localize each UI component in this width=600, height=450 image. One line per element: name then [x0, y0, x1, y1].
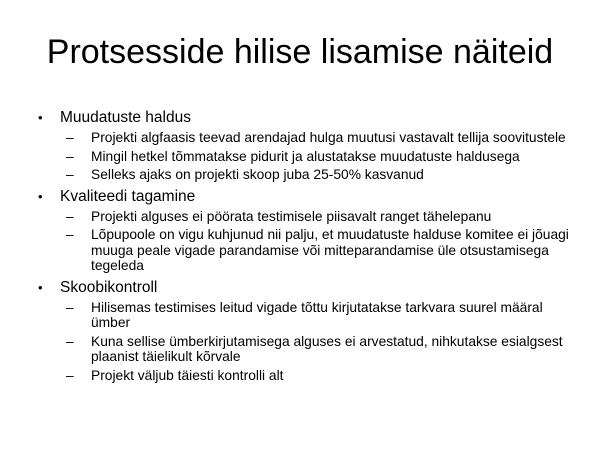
section-heading: Skoobikontroll [60, 278, 158, 296]
bullet-item [38, 278, 578, 297]
sub-item [38, 209, 578, 225]
dash-icon: – [66, 167, 74, 182]
dash-icon: – [66, 208, 74, 224]
dash-icon: – [66, 367, 74, 383]
slide-content [38, 104, 578, 385]
sub-item [38, 149, 578, 165]
bullet-item [38, 108, 578, 127]
sub-item [38, 300, 578, 331]
bullet-icon: • [38, 279, 43, 295]
dash-icon: – [66, 299, 74, 315]
sub-item-text: Selleks ajaks on projekti skoop juba 25-50% kasvanud [91, 167, 424, 182]
sub-item-text: Lõpupoole on vigu kuhjunud nii palju, et muudatuste halduse komitee ei jõuagi muuga peale vigade parandamise või mitteparandamise üle otsustamisega tegeleda [91, 227, 569, 273]
sub-item-text: Projekt väljub täiesti kontrolli alt [91, 367, 284, 383]
section-heading: Kvaliteedi tagamine [60, 187, 196, 205]
sub-item-text: Projekti alguses ei pöörata testimisele piisavalt ranget tähelepanu [91, 208, 492, 224]
section-muudatuste-haldus [38, 108, 578, 183]
sub-item [38, 167, 578, 183]
dash-icon: – [66, 333, 74, 349]
bullet-icon: • [38, 110, 43, 125]
dash-icon: – [66, 227, 74, 242]
sub-item [38, 130, 578, 146]
sub-item [38, 227, 578, 274]
sub-item-text: Hilisemas testimises leitud vigade tõttu kirjutatakse tarkvara suurel määral ümber [91, 299, 543, 330]
sub-item-text: Mingil hetkel tõmmatakse pidurit ja alustatakse muudatuste haldusega [91, 148, 520, 164]
dash-icon: – [66, 130, 74, 145]
sub-item [38, 334, 578, 365]
section-kvaliteedi-tagamine [38, 187, 578, 274]
bullet-icon: • [38, 188, 43, 204]
sub-item-text: Kuna sellise ümberkirjutamisega alguses ei arvestatud, nihkutakse esialgsest plaanist täielikult kõrvale [91, 333, 563, 364]
sub-item [38, 368, 578, 384]
section-skoobikontroll [38, 278, 578, 384]
section-heading: Muudatuste haldus [60, 109, 191, 126]
sub-item-text: Projekti algfaasis teevad arendajad hulga muutusi vastavalt tellija soovitustele [91, 130, 566, 145]
dash-icon: – [66, 148, 74, 164]
bullet-item [38, 187, 578, 206]
slide-title: Protsesside hilise lisamise näiteid [46, 33, 554, 71]
